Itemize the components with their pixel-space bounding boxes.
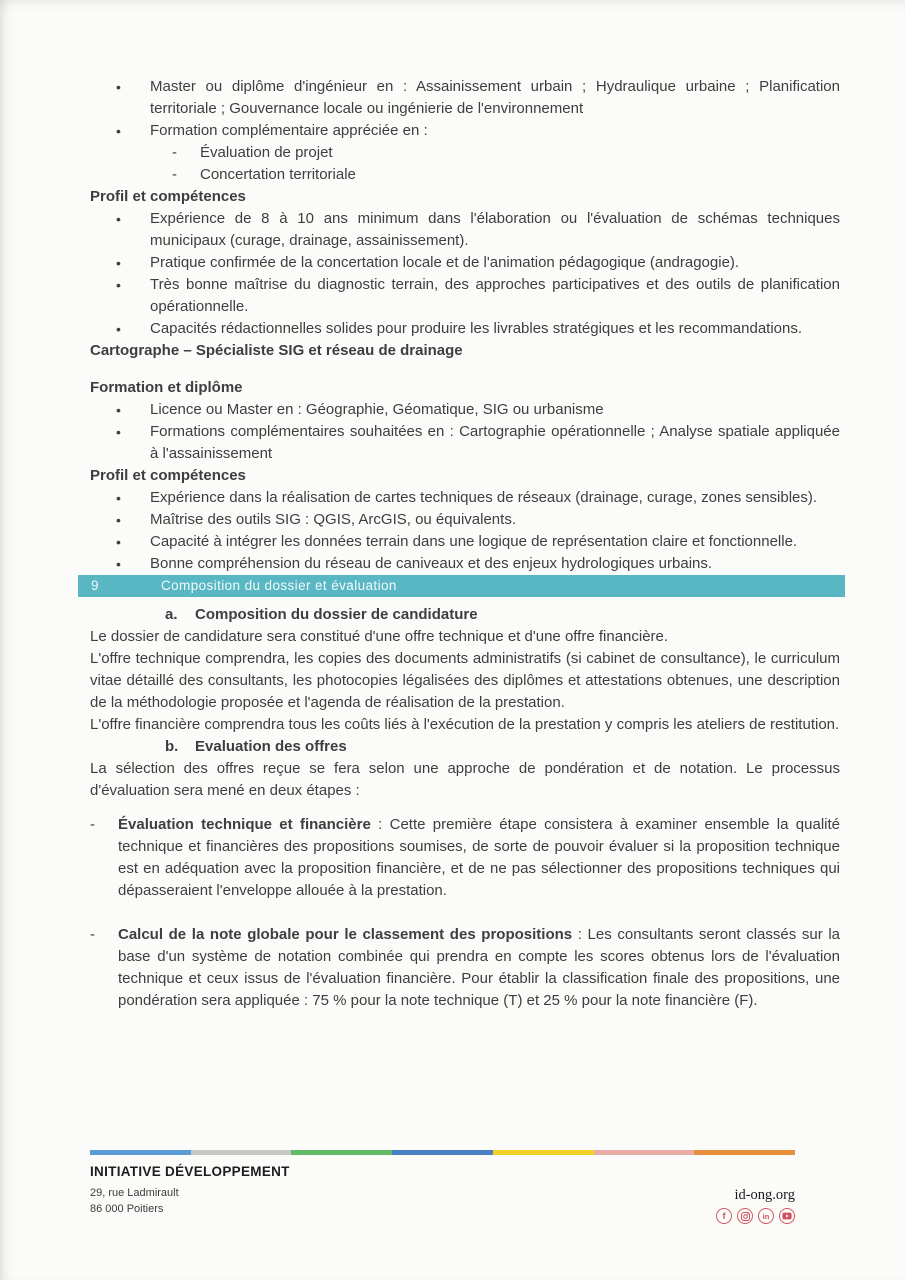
list-item	[90, 274, 840, 318]
paragraph: Le dossier de candidature sera constitué d'une offre technique et d'une offre financière.	[90, 628, 669, 645]
footer-org-block	[90, 1155, 290, 1217]
subsection-b-title: Evaluation des offres	[195, 738, 347, 755]
list-item	[90, 208, 840, 252]
profil-expert-list	[90, 208, 840, 340]
intro-list	[90, 76, 840, 186]
bullet-text: Bonne compréhension du réseau de caniveaux et des enjeux hydrologiques urbains.	[150, 555, 713, 572]
bullet-text: Formations complémentaires souhaitées en : Cartographie opérationnelle ; Analyse spatiale appliquée à l'assainissement	[150, 423, 840, 462]
subsection-b-heading	[90, 736, 840, 758]
facebook-glyph: f	[722, 1211, 726, 1221]
color-segment-pink	[594, 1150, 695, 1155]
footer	[90, 1150, 795, 1224]
bullet-text: Maîtrise des outils SIG : QGIS, ArcGIS, ou équivalents.	[150, 511, 516, 528]
list-item	[90, 318, 840, 340]
facebook-icon	[716, 1208, 732, 1224]
color-segment-yellow	[493, 1150, 594, 1155]
bullet-text: Master ou diplôme d'ingénieur en : Assainissement urbain ; Hydraulique urbaine ; Planification territoriale ; Gouvernance locale ou ingénierie de l'environnement	[150, 78, 840, 117]
address-line: 29, rue Ladmirault	[90, 1187, 179, 1199]
section-number: 9	[91, 578, 99, 593]
section-heading-profil-2: Profil et compétences	[90, 467, 246, 484]
formation-list	[90, 399, 840, 465]
paragraph: La sélection des offres reçue se fera selon une approche de pondération et de notation. Le processus d'évaluation sera mené en deux étapes :	[90, 760, 840, 799]
list-item	[90, 399, 840, 421]
list-item	[90, 509, 840, 531]
dash-marker: -	[90, 926, 95, 943]
dash-item-text: : Les consultants seront classés sur la base d'un système de notation combinée qui prendra en compte les scores obtenus lors de l'évaluation technique et ceux issus de l'évaluation financière. Pour établir la classification finale des propositions, une pondération sera appliquée : 75 % pour la note technique (T) et 25 % pour la note financière (F).	[118, 926, 841, 1009]
color-segment-green	[291, 1150, 392, 1155]
dash-marker: -	[172, 166, 177, 183]
role-title-cartographe: Cartographe – Spécialiste SIG et réseau de drainage	[90, 342, 463, 359]
dash-item-evaluation	[90, 814, 840, 902]
bullet-text: Formation complémentaire appréciée en :	[150, 122, 428, 139]
linkedin-glyph: in	[762, 1211, 770, 1221]
website-link: id-ong.org	[734, 1187, 795, 1203]
profil-carto-list	[90, 487, 840, 575]
bullet-text: Capacité à intégrer les données terrain dans une logique de représentation claire et fonctionnelle.	[150, 533, 798, 550]
org-name: INITIATIVE DÉVELOPPEMENT	[90, 1164, 290, 1179]
list-item	[90, 252, 840, 274]
color-segment-darkblue	[392, 1150, 493, 1155]
dash-item-lead: Évaluation technique et financière	[118, 816, 371, 833]
bullet-text: Capacités rédactionnelles solides pour produire les livrables stratégiques et les recommandations.	[150, 320, 803, 337]
subsection-a-label: a.	[165, 606, 178, 623]
list-item	[90, 487, 840, 509]
bullet-text: Expérience de 8 à 10 ans minimum dans l'élaboration ou l'évaluation de schémas techniques municipaux (curage, drainage, assainissement).	[150, 210, 840, 249]
address-line: 86 000 Poitiers	[90, 1203, 164, 1215]
bullet-text: Pratique confirmée de la concertation locale et de l'animation pédagogique (andragogie).	[150, 254, 740, 271]
paragraph: L'offre technique comprendra, les copies des documents administratifs (si cabinet de consultance), le curriculum vitae détaillé des consultants, les photocopies légalisées des diplômes et attestations obtenues, une description de la méthodologie proposée et l'agenda de réalisation de la prestation.	[90, 650, 840, 711]
dash-item-text: : Cette première étape consistera à examiner ensemble la qualité technique et financières des propositions soumises, de sorte de pouvoir évaluer si la proposition technique est en adéquation avec la proposition financière, et de ne pas sélectionner des propositions techniques qui dépasseraient l'enveloppe allouée à la prestation.	[118, 816, 840, 899]
dash-item-lead: Calcul de la note globale pour le classement des propositions	[118, 926, 573, 943]
subsection-b-label: b.	[165, 738, 179, 755]
list-item	[90, 553, 840, 575]
section-title: Composition du dossier et évaluation	[161, 578, 397, 593]
bullet-text: Expérience dans la réalisation de cartes techniques de réseaux (drainage, curage, zones sensibles).	[150, 489, 818, 506]
list-item	[90, 421, 840, 465]
bullet-text: Très bonne maîtrise du diagnostic terrain, des approches participatives et des outils de planification opérationnelle.	[150, 276, 840, 315]
sub-list-item	[150, 164, 840, 186]
dash-marker: -	[90, 816, 95, 833]
dash-item-calcul	[90, 924, 840, 1012]
subsection-a-heading	[90, 604, 840, 626]
list-item	[90, 120, 840, 186]
footer-row	[90, 1155, 795, 1224]
section-heading-formation: Formation et diplôme	[90, 379, 243, 396]
section-heading-profil-1: Profil et compétences	[90, 188, 246, 205]
linkedin-icon	[758, 1208, 774, 1224]
dash-marker: -	[172, 144, 177, 161]
footer-contact-block	[716, 1155, 795, 1224]
sub-list-item	[150, 142, 840, 164]
sub-item-text: Évaluation de projet	[200, 144, 333, 161]
instagram-icon	[737, 1208, 753, 1224]
sub-item-text: Concertation territoriale	[200, 166, 356, 183]
subsection-a-title: Composition du dossier de candidature	[195, 606, 478, 623]
section-9-header-bar	[78, 575, 845, 597]
bullet-text: Licence ou Master en : Géographie, Géomatique, SIG ou urbanisme	[150, 401, 604, 418]
social-icons	[716, 1208, 795, 1224]
list-item	[90, 76, 840, 120]
list-item	[90, 531, 840, 553]
paragraph: L'offre financière comprendra tous les coûts liés à l'exécution de la prestation y compris les ateliers de restitution.	[90, 716, 840, 733]
youtube-icon	[779, 1208, 795, 1224]
